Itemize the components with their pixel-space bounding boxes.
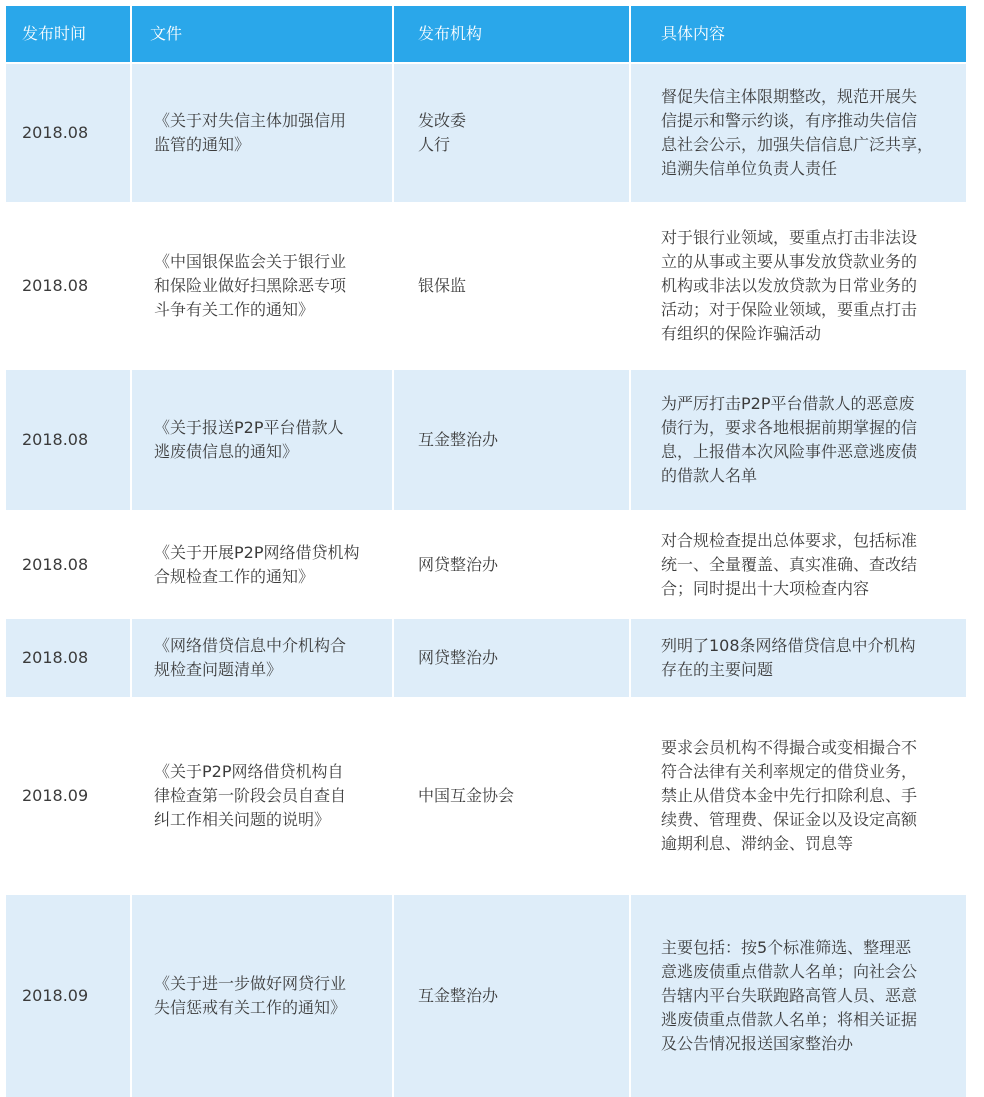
date-text: 2018.08 xyxy=(22,648,89,667)
table-row-content xyxy=(629,512,966,617)
content-text: 对于银行业领域，要重点打击非法设 立的从事或主要从事发放贷款业务的 机构或非法以发放贷款为日常业务的 活动；对于保险业领域，要重点打击 有组织的保险诈骗活动 xyxy=(661,228,918,343)
organization-text: 互金整治办 xyxy=(418,986,499,1005)
header-date xyxy=(6,6,130,62)
table-row-document xyxy=(130,204,392,368)
content-text: 主要包括：按5个标准筛选、整理恶 意逃废债重点借款人名单；向社会公 告辖内平台失联跑路高管人员、恶意 逃废债重点借款人名单；将相关证据 及公告情况报送国家整治办 xyxy=(661,938,918,1053)
date-text: 2018.08 xyxy=(22,276,89,295)
header-content xyxy=(629,6,966,62)
table-row-document xyxy=(130,512,392,617)
document-text: 《关于进一步做好网贷行业 失信惩戒有关工作的通知》 xyxy=(154,974,347,1017)
date-text: 2018.09 xyxy=(22,786,89,805)
content-text: 要求会员机构不得撮合或变相撮合不 符合法律有关利率规定的借贷业务， 禁止从借贷本金中先行扣除利息、手 续费、管理费、保证金以及设定高额 逾期利息、滞纳金、罚息等 xyxy=(661,738,918,853)
table-row-date xyxy=(6,204,130,368)
document-text: 《关于开展P2P网络借贷机构 合规检查工作的通知》 xyxy=(154,542,360,586)
table-row-content xyxy=(629,64,966,202)
table-row-content xyxy=(629,699,966,893)
table-row-document xyxy=(130,895,392,1097)
table-row-organization xyxy=(392,204,629,368)
organization-text: 中国互金协会 xyxy=(418,786,515,805)
organization-text: 发改委 人行 xyxy=(418,111,467,154)
table-row-content xyxy=(629,619,966,697)
table-row-organization xyxy=(392,64,629,202)
document-text: 《关于对失信主体加强信用 监管的通知》 xyxy=(154,111,347,154)
date-text: 2018.08 xyxy=(22,554,89,574)
content-text: 列明了108条网络借贷信息中介机构 存在的主要问题 xyxy=(661,636,916,679)
table-row-document xyxy=(130,619,392,697)
header-document xyxy=(130,6,392,62)
table-row-organization xyxy=(392,699,629,893)
header-date-label: 发布时间 xyxy=(22,24,87,43)
header-organization-label: 发布机构 xyxy=(418,24,483,43)
document-text: 《中国银保监会关于银行业 和保险业做好扫黑除恶专项 斗争有关工作的通知》 xyxy=(154,252,347,319)
table-row-date xyxy=(6,619,130,697)
table-row-content xyxy=(629,370,966,510)
header-organization xyxy=(392,6,629,62)
table-row-organization xyxy=(392,619,629,697)
document-text: 《关于报送P2P平台借款人 逃废债信息的通知》 xyxy=(154,418,344,461)
table-row-date xyxy=(6,370,130,510)
organization-text: 互金整治办 xyxy=(418,430,499,449)
table-row-document xyxy=(130,64,392,202)
date-text: 2018.09 xyxy=(22,986,89,1005)
document-text: 《网络借贷信息中介机构合 规检查问题清单》 xyxy=(154,636,347,679)
table-row-organization xyxy=(392,370,629,510)
date-text: 2018.08 xyxy=(22,123,89,142)
table-row-date xyxy=(6,512,130,617)
date-text: 2018.08 xyxy=(22,430,89,449)
table-row-content xyxy=(629,895,966,1097)
header-document-label: 文件 xyxy=(150,24,183,43)
table-row-organization xyxy=(392,512,629,617)
table-row-document xyxy=(130,699,392,893)
content-text: 为严厉打击P2P平台借款人的恶意废 债行为，要求各地根据前期掌握的信 息，上报借本次风险事件恶意逃废债 的借款人名单 xyxy=(661,394,918,485)
regulation-table xyxy=(6,6,966,1097)
content-text: 对合规检查提出总体要求，包括标准 统一、全量覆盖、真实准确、查改结 合；同时提出十大项检查内容 xyxy=(661,530,918,598)
table-row-document xyxy=(130,370,392,510)
organization-text: 网贷整治办 xyxy=(418,648,499,667)
table-row-date xyxy=(6,699,130,893)
table-row-date xyxy=(6,895,130,1097)
document-text: 《关于P2P网络借贷机构自 律检查第一阶段会员自查自 纠工作相关问题的说明》 xyxy=(154,762,347,829)
table-row-date xyxy=(6,64,130,202)
content-text: 督促失信主体限期整改，规范开展失 信提示和警示约谈，有序推动失信信 息社会公示，加强失信信息广泛共享， 追溯失信单位负责人责任 xyxy=(661,87,934,178)
table-row-organization xyxy=(392,895,629,1097)
organization-text: 网贷整治办 xyxy=(418,554,499,574)
organization-text: 银保监 xyxy=(418,276,467,295)
header-content-label: 具体内容 xyxy=(661,24,726,43)
table-row-content xyxy=(629,204,966,368)
